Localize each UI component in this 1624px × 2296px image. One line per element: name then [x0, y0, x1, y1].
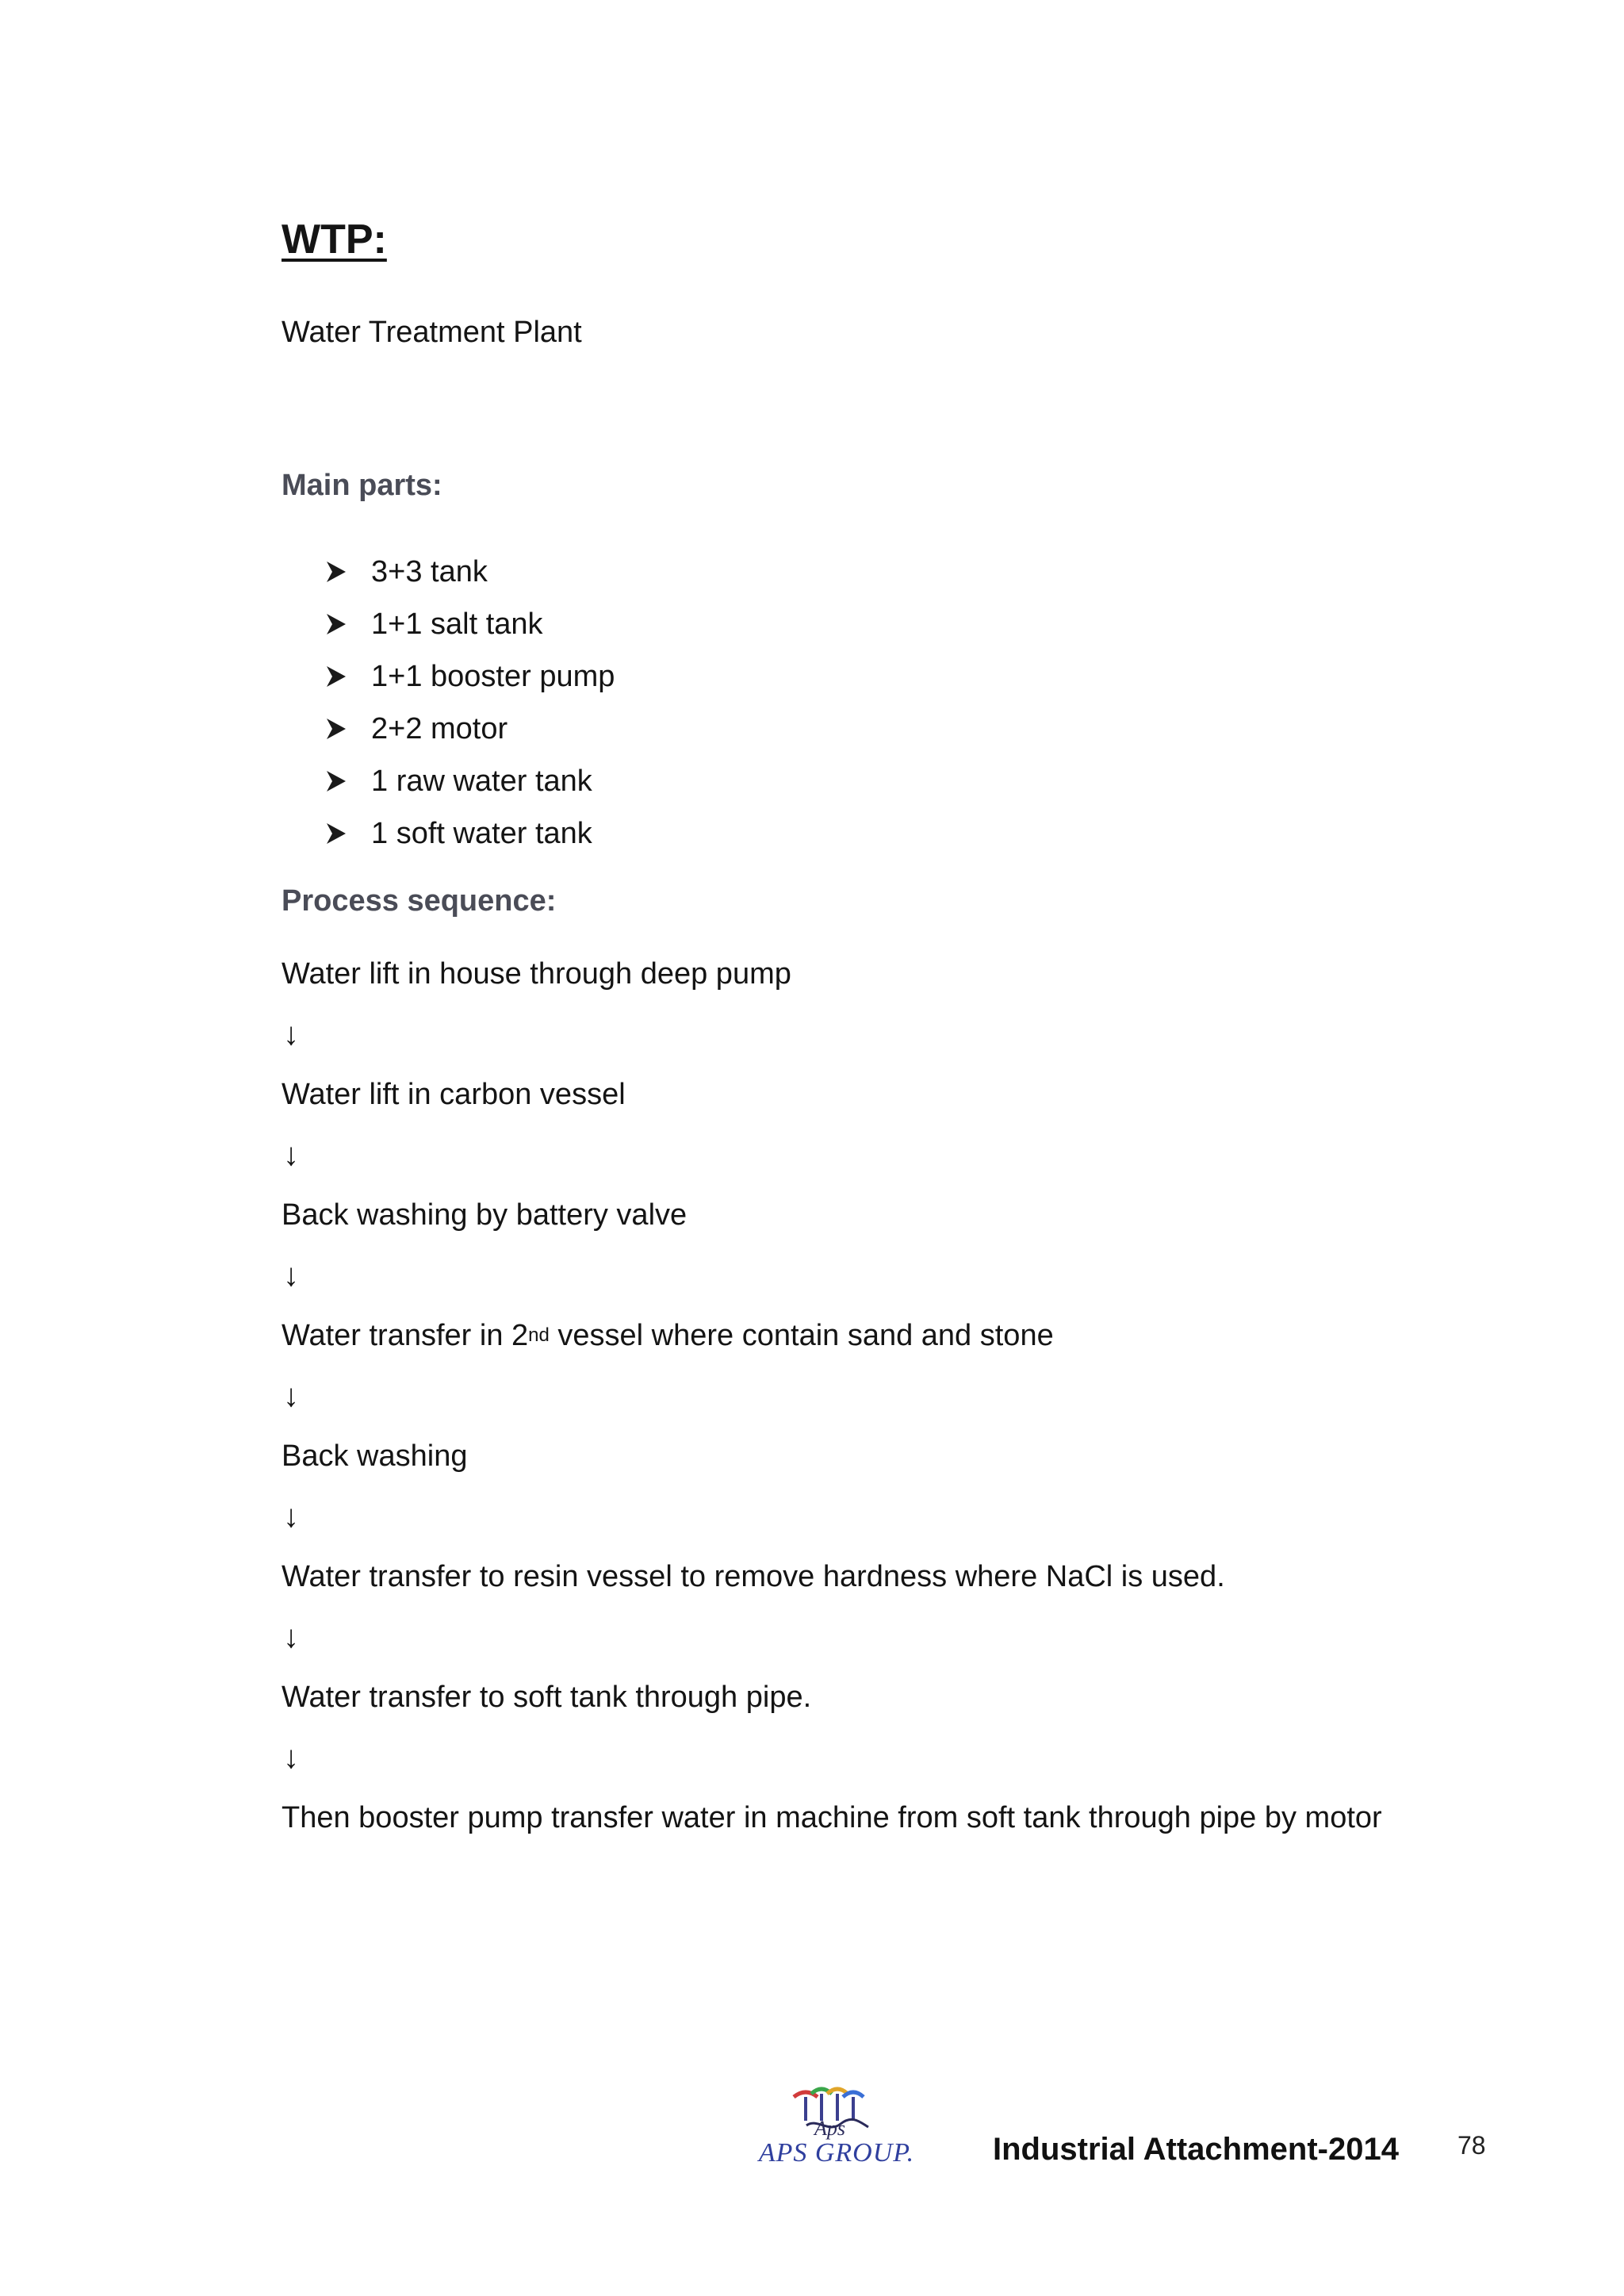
- page-title: WTP:: [282, 217, 387, 263]
- down-arrow-icon: ↓: [283, 1619, 299, 1654]
- process-step: Then booster pump transfer water in machine from soft tank through pipe by motor: [282, 1800, 1382, 1834]
- down-arrow-icon: ↓: [283, 1137, 299, 1172]
- list-item-label: 1 raw water tank: [371, 764, 592, 798]
- arrowhead-bullet-icon: [325, 717, 347, 741]
- list-item: [325, 650, 615, 703]
- page-subtitle: Water Treatment Plant: [282, 316, 582, 349]
- down-arrow-icon: ↓: [283, 1378, 299, 1413]
- arrowhead-bullet-icon: [325, 612, 347, 636]
- list-item-label: 1+1 salt tank: [371, 607, 543, 641]
- list-item-label: 1+1 booster pump: [371, 659, 615, 693]
- arrowhead-bullet-icon: [325, 769, 347, 793]
- list-item: [325, 546, 615, 598]
- arrowhead-bullet-icon: [325, 665, 347, 688]
- process-step: Water transfer to resin vessel to remove hardness where NaCl is used.: [282, 1559, 1225, 1593]
- main-parts-list: [325, 546, 615, 860]
- aps-group-logo: [741, 2086, 932, 2173]
- logo-text: APS GROUP.: [758, 2138, 915, 2168]
- list-item: [325, 755, 615, 807]
- process-step: [282, 1305, 1382, 1366]
- logo-script-text: Aps: [814, 2117, 845, 2140]
- down-arrow-icon: ↓: [283, 1739, 299, 1775]
- page-number: 78: [1457, 2131, 1486, 2160]
- footer-title: Industrial Attachment-2014: [993, 2132, 1399, 2167]
- process-sequence-heading: Process sequence:: [282, 884, 557, 918]
- process-step: Back washing by battery valve: [282, 1198, 688, 1232]
- down-arrow-icon: ↓: [283, 1498, 299, 1534]
- process-step-text: Water transfer in 2: [282, 1318, 529, 1352]
- list-item: [325, 807, 615, 860]
- list-item: [325, 703, 615, 755]
- process-step: Water lift in house through deep pump: [282, 956, 791, 991]
- arrowhead-bullet-icon: [325, 822, 347, 845]
- palm-trees-logo-icon: [741, 2086, 932, 2141]
- process-step: Back washing: [282, 1439, 468, 1473]
- list-item: [325, 598, 615, 650]
- down-arrow-icon: ↓: [283, 1257, 299, 1293]
- down-arrow-icon: ↓: [283, 1016, 299, 1052]
- ordinal-suffix: nd: [528, 1324, 550, 1346]
- list-item-label: 1 soft water tank: [371, 816, 592, 850]
- process-step: Water lift in carbon vessel: [282, 1077, 626, 1111]
- list-item-label: 2+2 motor: [371, 711, 508, 746]
- process-step-text: vessel where contain sand and stone: [549, 1318, 1054, 1352]
- list-item-label: 3+3 tank: [371, 554, 488, 588]
- main-parts-heading: Main parts:: [282, 469, 442, 502]
- process-step: Water transfer to soft tank through pipe.: [282, 1680, 812, 1714]
- arrowhead-bullet-icon: [325, 560, 347, 584]
- process-steps: [282, 944, 1382, 1848]
